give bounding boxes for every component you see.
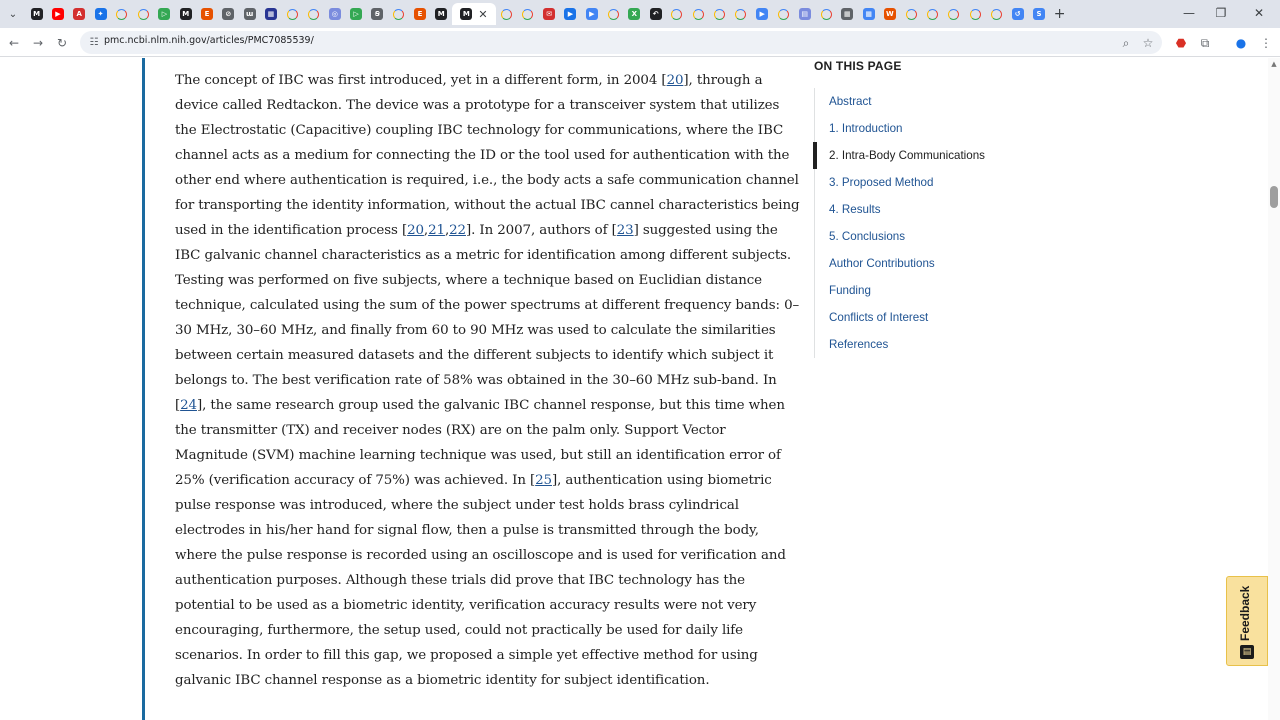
close-window-button[interactable]: ✕ — [1253, 6, 1265, 20]
tab-favicon-icon — [714, 9, 725, 20]
tab-favicon-icon: W — [884, 8, 896, 20]
tab-109[interactable] — [688, 3, 709, 25]
toc-item[interactable]: 5. Conclusions — [829, 230, 906, 243]
tab-favicon-icon: ▶ — [564, 8, 576, 20]
citation-link[interactable]: 25 — [535, 473, 552, 488]
text-line: IBC galvanic channel characteristics as a metric for identification among different subjects. — [175, 248, 792, 263]
toc-item[interactable]: 1. Introduction — [829, 122, 903, 135]
tab-125[interactable] — [1028, 3, 1049, 25]
tab-favicon-icon — [821, 9, 832, 20]
toc-item[interactable]: 3. Proposed Method — [829, 176, 934, 189]
tab-18[interactable] — [409, 3, 430, 25]
text-line: between certain measured datasets and the different subjects to identify which subject it — [175, 348, 774, 363]
tab-115[interactable] — [815, 3, 836, 25]
scrollbar-thumb[interactable] — [1270, 186, 1278, 208]
tab-favicon-icon — [927, 9, 938, 20]
tab-favicon-icon — [522, 9, 533, 20]
tab-favicon-icon — [906, 9, 917, 20]
tab-favicon-icon: M — [435, 8, 447, 20]
feedback-button[interactable] — [1226, 576, 1268, 666]
tab-favicon-icon: ▶ — [52, 8, 64, 20]
tab-favicon-icon: ⊘ — [222, 8, 234, 20]
minimize-button[interactable]: — — [1183, 6, 1195, 20]
toc-item[interactable]: Funding — [829, 284, 871, 297]
tab-favicon-icon: ▷ — [350, 8, 362, 20]
tab-favicon-icon — [948, 9, 959, 20]
tab-7[interactable] — [175, 3, 196, 25]
tab-favicon-icon — [393, 9, 404, 20]
toc-list — [814, 88, 1054, 358]
citation-link[interactable]: 23 — [616, 223, 634, 238]
tab-favicon-icon: ◎ — [329, 8, 341, 20]
tab-favicon-icon: M — [460, 8, 472, 20]
tab-19[interactable] — [431, 3, 452, 25]
text-line: potential to be used as a biometric identity, verification accuracy results were not very — [175, 598, 757, 613]
toc-item[interactable]: Author Contributions — [829, 257, 935, 270]
toc-item[interactable]: 2. Intra-Body Communications — [815, 142, 1054, 169]
tab-14[interactable] — [324, 3, 345, 25]
tab-favicon-icon — [778, 9, 789, 20]
tab-favicon-icon: ▦ — [265, 8, 277, 20]
tab-124[interactable] — [1007, 3, 1028, 25]
text-line: technique, calculated using the sum of the power spectrums at different frequency bands: 0– — [175, 298, 800, 313]
tab-117[interactable] — [858, 3, 879, 25]
tab-favicon-icon — [287, 9, 298, 20]
tab-favicon-icon: ▦ — [841, 8, 853, 20]
text-line: Magnitude (SVM) machine learning technique was used, but still an identification error of — [175, 448, 781, 463]
citation-link[interactable]: 22 — [449, 223, 466, 238]
tab-3[interactable] — [90, 3, 111, 25]
tab-favicon-icon: A — [73, 8, 85, 20]
tab-12[interactable] — [282, 3, 303, 25]
tab-102[interactable] — [539, 3, 560, 25]
tab-16[interactable] — [367, 3, 388, 25]
reload-icon[interactable]: ↻ — [56, 36, 68, 50]
tab-favicon-icon — [671, 9, 682, 20]
text-line: encouraging, furthermore, the setup used, could not practically be used for daily life — [175, 623, 743, 638]
zoom-icon[interactable]: ⌕ — [1122, 35, 1130, 50]
tab-favicon-icon: E — [414, 8, 426, 20]
tab-favicon-icon: S — [1033, 8, 1045, 20]
tab-favicon-icon — [970, 9, 981, 20]
forward-arrow-icon[interactable]: → — [32, 36, 44, 50]
text-line: electrodes in his/her hand for signal flow, then a pulse is transmitted through the body, — [175, 523, 759, 538]
tab-favicon-icon: ↺ — [1012, 8, 1024, 20]
tab-15[interactable] — [345, 3, 366, 25]
text-line: for transporting the identity information, without the actual IBC cannel characteristics being — [175, 198, 800, 213]
tab-106[interactable] — [624, 3, 645, 25]
url-text[interactable]: pmc.ncbi.nlm.nih.gov/articles/PMC7085539/ — [104, 35, 314, 46]
close-tab-icon[interactable]: ✕ — [478, 7, 488, 21]
tab-favicon-icon: ɯ — [244, 8, 256, 20]
tab-favicon-icon: ✉ — [543, 8, 555, 20]
page-viewport — [0, 58, 1280, 720]
citation-link[interactable]: 21 — [428, 223, 445, 238]
tab-9[interactable] — [218, 3, 239, 25]
text-line: pulse response was introduced, where the subject under test holds brass cylindrical — [175, 498, 739, 513]
tab-list — [26, 3, 1070, 25]
tab-favicon-icon: ▷ — [158, 8, 170, 20]
browser-toolbar — [0, 28, 1280, 57]
scroll-up-arrow-icon[interactable]: ▲ — [1271, 60, 1277, 68]
toc-title: ON THIS PAGE — [814, 59, 902, 73]
text-line: belongs to. The best verification rate of 58% was obtained in the 30–60 MHz sub-band. In — [175, 373, 777, 388]
tab-search-chevron-icon[interactable]: ⌄ — [8, 8, 18, 20]
tab-2[interactable] — [69, 3, 90, 25]
tab-118[interactable] — [879, 3, 900, 25]
back-arrow-icon[interactable]: ← — [8, 36, 20, 50]
kebab-menu-icon[interactable]: ⋮ — [1260, 36, 1272, 50]
address-bar[interactable] — [80, 31, 1162, 54]
profile-icon[interactable]: ● — [1235, 36, 1247, 50]
tab-favicon-icon: Ꞩ — [371, 8, 383, 20]
text-line: galvanic IBC channel response as a biometric identity for subject identification. — [175, 673, 710, 688]
tab-119[interactable] — [901, 3, 922, 25]
scrollbar-track[interactable] — [1268, 58, 1280, 720]
text-line: The concept of IBC was first introduced, yet in a different form, in 2004 [20], through a — [175, 73, 763, 88]
tab-favicon-icon: ↶ — [650, 8, 662, 20]
tab-favicon-icon: ▶ — [756, 8, 768, 20]
text-line: where the pulse response is recorded using an oscilloscope and is used for verification and — [175, 548, 786, 563]
tab-100[interactable] — [496, 3, 517, 25]
tab-strip — [0, 0, 1280, 28]
tab-6[interactable] — [154, 3, 175, 25]
tab-114[interactable] — [794, 3, 815, 25]
tab-107[interactable] — [645, 3, 666, 25]
tab-favicon-icon — [735, 9, 746, 20]
tab-122[interactable] — [964, 3, 985, 25]
toc-item[interactable]: Abstract — [829, 95, 872, 108]
tab-11[interactable] — [260, 3, 281, 25]
article-paragraph — [175, 68, 800, 693]
citation-link[interactable]: 20 — [666, 73, 684, 88]
text-line: [24], the same research group used the galvanic IBC channel response, but this time when — [175, 398, 785, 413]
tab-113[interactable] — [773, 3, 794, 25]
feedback-icon: ▤ — [1240, 645, 1254, 659]
tab-favicon-icon: E — [201, 8, 213, 20]
tab-favicon-icon: M — [31, 8, 43, 20]
text-line: 25% (verification accuracy of 75%) was achieved. In [25], authentication using biometric — [175, 473, 772, 488]
tab-1[interactable] — [47, 3, 68, 25]
tab-favicon-icon: ▤ — [799, 8, 811, 20]
tab-13[interactable] — [303, 3, 324, 25]
tab-favicon-icon — [608, 9, 619, 20]
on-this-page-nav — [814, 58, 1074, 351]
text-line: the transmitter (TX) and receiver nodes (RX) are on the palm only. Support Vector — [175, 423, 726, 438]
tab-121[interactable] — [943, 3, 964, 25]
tab-4[interactable] — [111, 3, 132, 25]
text-line: used in the identification process [20,21,22]. In 2007, authors of [23] suggested using the — [175, 223, 778, 238]
text-line: channel acts as a medium for connecting the ID or the tool used for authentication with the — [175, 148, 790, 163]
tab-favicon-icon — [693, 9, 704, 20]
tab-110[interactable] — [709, 3, 730, 25]
tab-116[interactable] — [837, 3, 858, 25]
site-info-icon[interactable]: ☷ — [89, 36, 99, 48]
text-line: scenarios. In order to fill this gap, we proposed a simple yet effective method for using — [175, 648, 758, 663]
tab-favicon-icon: M — [180, 8, 192, 20]
tab-8[interactable] — [196, 3, 217, 25]
tab-10[interactable] — [239, 3, 260, 25]
text-line: device called Redtackon. The device was a prototype for a transceiver system that utilizes — [175, 98, 780, 113]
restore-button[interactable]: ❐ — [1215, 6, 1227, 20]
tab-favicon-icon — [138, 9, 149, 20]
tab-101[interactable] — [517, 3, 538, 25]
tab-108[interactable] — [666, 3, 687, 25]
citation-link[interactable]: 24 — [180, 398, 197, 413]
toc-item[interactable]: References — [829, 338, 889, 351]
tab-active[interactable] — [452, 3, 496, 25]
tab-favicon-icon: ▦ — [863, 8, 875, 20]
tab-favicon-icon: ▶ — [586, 8, 598, 20]
star-icon[interactable]: ☆ — [1142, 36, 1154, 50]
citation-link[interactable]: 20 — [407, 223, 424, 238]
text-line: other end where authentication is required, i.e., the body acts a safe communication channel — [175, 173, 799, 188]
new-tab-button[interactable]: + — [1053, 6, 1066, 22]
ublock-extension-icon[interactable]: ⬣ — [1175, 36, 1187, 50]
tab-120[interactable] — [922, 3, 943, 25]
tab-favicon-icon: ✦ — [95, 8, 107, 20]
text-line: Testing was performed on five subjects, where a technique based on Euclidian distance — [175, 273, 762, 288]
tab-favicon-icon — [501, 9, 512, 20]
tab-17[interactable] — [388, 3, 409, 25]
tab-0[interactable] — [26, 3, 47, 25]
section-accent-rule — [142, 58, 145, 720]
text-line: the Electrostatic (Capacitive) coupling IBC technology for communications, where the IBC — [175, 123, 784, 138]
tab-favicon-icon: X — [628, 8, 640, 20]
tab-104[interactable] — [581, 3, 602, 25]
tab-103[interactable] — [560, 3, 581, 25]
text-line: 30 MHz, 30–60 MHz, and finally from 60 to 90 MHz was used to calculate the similarities — [175, 323, 776, 338]
tab-5[interactable] — [132, 3, 153, 25]
feedback-label: Feedback — [1238, 585, 1252, 641]
tab-112[interactable] — [752, 3, 773, 25]
tab-favicon-icon — [308, 9, 319, 20]
tab-favicon-icon — [991, 9, 1002, 20]
tab-favicon-icon — [116, 9, 127, 20]
tab-111[interactable] — [730, 3, 751, 25]
text-line: authentication purposes. Although these trials did prove that IBC technology has the — [175, 573, 745, 588]
toc-item[interactable]: Conflicts of Interest — [829, 311, 929, 324]
tab-123[interactable] — [986, 3, 1007, 25]
toc-item[interactable]: 4. Results — [829, 203, 881, 216]
puzzle-icon[interactable]: ⧉ — [1200, 35, 1210, 50]
tab-105[interactable] — [602, 3, 623, 25]
